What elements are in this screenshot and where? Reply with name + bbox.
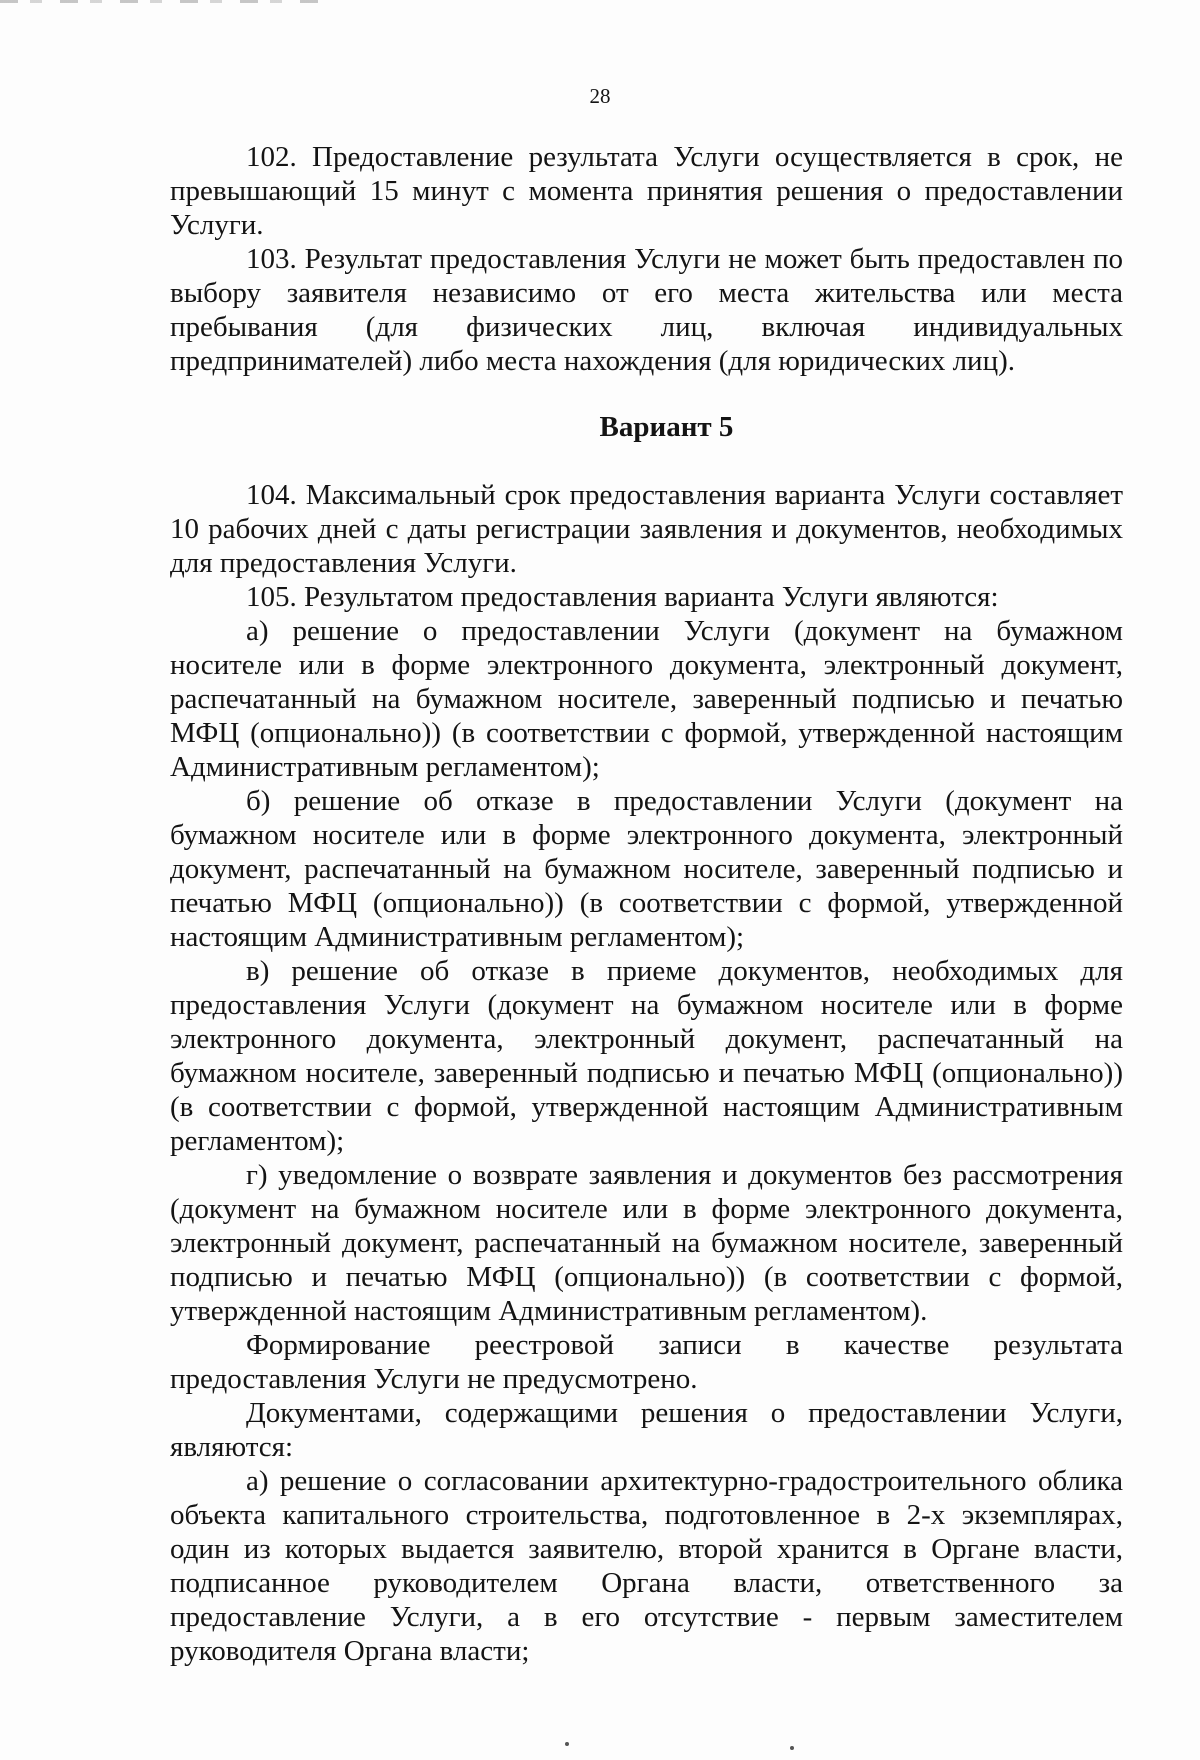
paragraph-105-v: в) решение об отказе в приеме документов, необходимых для предоставления Услуги (документ на бумажном носителе или в форме электронного документа, электронный документ, распечатанный на бумажном носителе, заверенный подписью и печатью МФЦ (опционально)) (в соответствии с формой, утвержденной настоящим Административным регламентом); — [170, 955, 1123, 1157]
paragraph-105: 105. Результатом предоставления варианта Услуги являются: — [246, 581, 999, 613]
page-number: 28 — [589, 84, 611, 108]
paragraph-105-b: б) решение об отказе в предоставлении Услуги (документ на бумажном носителе или в форме электронного документа, электронный документ, распечатанный на бумажном носителе, заверенный подписью и печатью МФЦ (опционально)) (в соответствии с формой, утвержденной настоящим Административным регламентом); — [170, 785, 1123, 953]
paragraph-documents: Документами, содержащими решения о предоставлении Услуги, являются: — [170, 1397, 1123, 1463]
paragraph-104: 104. Максимальный срок предоставления варианта Услуги составляет 10 рабочих дней с даты регистрации заявления и документов, необходимых для предоставления Услуги. — [170, 479, 1123, 579]
document-body — [170, 140, 1123, 1668]
paragraph-105-g: г) уведомление о возврате заявления и документов без рассмотрения (документ на бумажном носителе или в форме электронного документа, электронный документ, распечатанный на бумажном носителе, заверенный подписью и печатью МФЦ (опционально)) (в соответствии с формой, утвержденной настоящим Административным регламентом). — [170, 1159, 1123, 1327]
paragraph-103: 103. Результат предоставления Услуги не может быть предоставлен по выбору заявителя независимо от его места жительства или места пребывания (для физических лиц, включая индивидуальных предпринимателей) либо места нахождения (для юридических лиц). — [170, 243, 1123, 377]
paragraph-105-a: а) решение о предоставлении Услуги (документ на бумажном носителе или в форме электронного документа, электронный документ, распечатанный на бумажном носителе, заверенный подписью и печатью МФЦ (опционально)) (в соответствии с формой, утвержденной настоящим Административным регламентом); — [170, 615, 1123, 783]
scan-speck — [790, 1746, 794, 1750]
section-title: Вариант 5 — [599, 411, 734, 443]
paragraph-registry: Формирование реестровой записи в качестве результата предоставления Услуги не предусмотрено. — [170, 1329, 1123, 1395]
scan-edge-artifact — [0, 0, 330, 3]
paragraph-documents-a: а) решение о согласовании архитектурно-градостроительного облика объекта капитального строительства, подготовленное в 2-х экземплярах, один из которых выдается заявителю, второй хранится в Органе власти, подписанное руководителем Органа власти, ответственного за предоставление Услуги, а в его отсутствие - первым заместителем руководителя Органа власти; — [170, 1465, 1123, 1667]
paragraph-102: 102. Предоставление результата Услуги осуществляется в срок, не превышающий 15 минут с момента принятия решения о предоставлении Услуги. — [170, 141, 1123, 241]
scan-speck — [565, 1742, 569, 1746]
